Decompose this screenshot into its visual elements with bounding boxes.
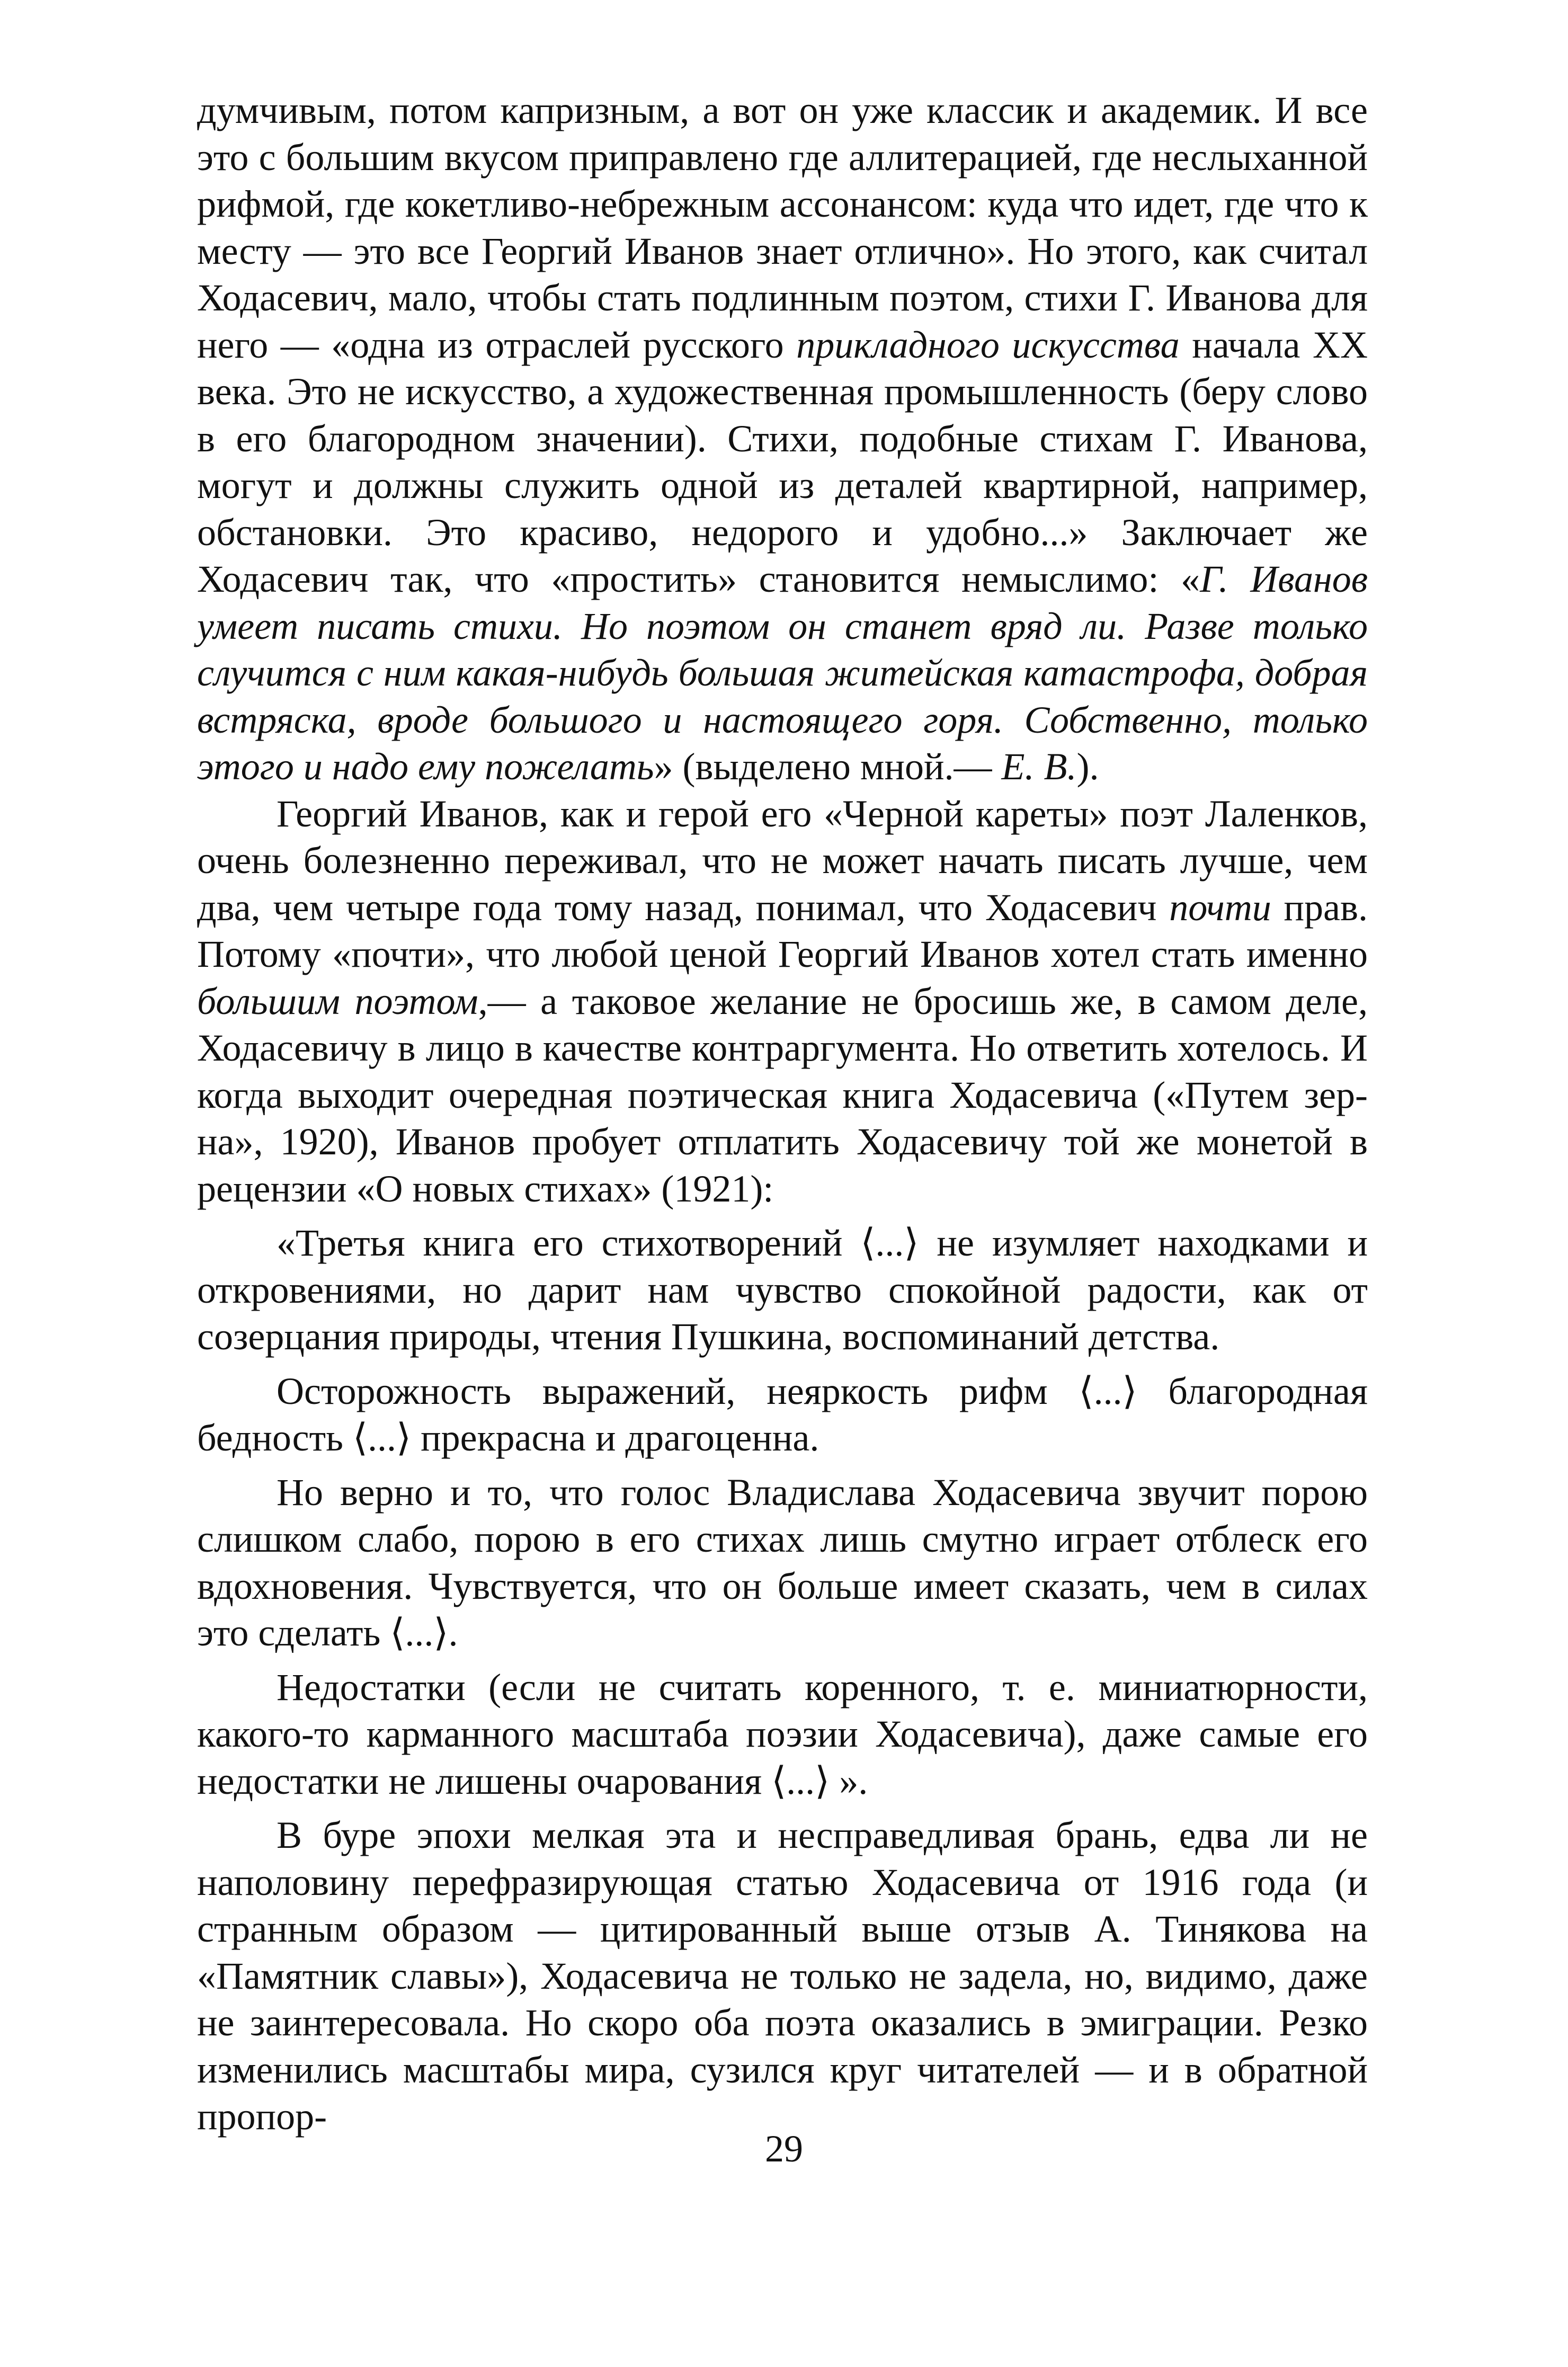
paragraph [197,790,1368,1213]
page-number: 29 [765,2128,803,2170]
text-run: Но верно и то, что голос Владислава Ходасевича звучит порою слишком слабо, порою в его стихах лишь смутно играет отблеск его вдохновения. Чувствуется, что он больше имеет сказать, чем в силах это сделать ⟨...⟩. [197,1471,1368,1654]
italic-text-run: почти [1169,886,1271,929]
quote-paragraph [197,1220,1368,1360]
text-run: В буре эпохи мелкая эта и несправедливая брань, едва ли не наполовину перефразирующая статью Ходасевича от 1916 года (и странным образом — цитированный выше отзыв А. Тинякова на «Памятник славы»), Ходасевича не только не задела, но, видимо, даже не заинтересовала. Но скоро оба поэта оказались в эмиграции. Резко изменились масштабы мира, сузился круг читателей — и в обратной пропор- [197,1814,1368,2138]
text-run: Недостатки (если не считать коренного, т. е. миниатюрности, какого-то карманного масштаба поэзии Ходасевича), даже самые его недостатки не лишены очарования ⟨...⟩ ». [197,1666,1368,1802]
text-run: Георгий Иванов, как и герой его «Черной кареты» поэт Лаленков, очень болезненно переживал, что не может начать писать лучше, чем два, чем четыре года тому назад, понимал, что Ходасевич [197,792,1368,929]
quote-paragraph [197,1368,1368,1462]
quote-paragraph [197,1664,1368,1805]
text-run: » (выделено мной.— [654,745,1002,788]
paragraph [197,87,1368,790]
text-run: начала XX века. Это не искусство, а художественная промышленность (беру слово в его благородном значении). Стихи, подобные стихам Г. Иванова, могут и должны служить одной из деталей квартирной, например, обстановки. Это красиво, недорого и удобно...» Заключает же Ходасевич так, что «простить» становится немыслимо: « [197,323,1368,600]
text-run: думчивым, потом капризным, а вот он уже классик и академик. И все это с большим вкусом приправлено где аллитерацией, где неслыханной рифмой, где кокетливо-небрежным ассонансом: куда что идет, где что к месту — это все Георгий Иванов знает отлично». Но этого, как считал Ходасевич, мало, чтобы стать подлинным поэтом, стихи Г. Иванова для него — «одна из отраслей русского [197,89,1368,366]
italic-text-run: Г. Иванов умеет писать стихи. Но поэтом он станет вряд ли. Разве только случится с ним какая-нибудь большая житейская катастрофа, добрая встряска, вроде большого и настоящего горя. Собственно, только этого и надо ему пожелать [197,558,1368,788]
text-run: «Третья книга его стихотворений ⟨...⟩ не изумляет находками и откровениями, но дарит нам чувство спокойной радости, как от созерцания природы, чтения Пушкина, воспоминаний детства. [197,1222,1368,1358]
text-run: Осторожность выражений, неяркость рифм ⟨...⟩ благородная бедность ⟨...⟩ прекрасна и драгоценна. [197,1369,1368,1459]
body-text [197,87,1368,2140]
quote-paragraph [197,1469,1368,1657]
text-run: ). [1076,745,1099,788]
italic-text-run: большим поэтом [197,980,478,1022]
italic-text-run: прикладного искусства [796,323,1180,366]
text-run: ,— а таковое желание не бросишь же, в самом деле, Ходасевичу в лицо в качестве контраргумента. Но ответить хотелось. И когда выходит очередная поэтическая книга Ходасевича («Путем зерна», 1920), Иванов пробует отплатить Ходасевичу той же монетой в рецензии «О новых стихах» (1921): [197,980,1368,1210]
text-run: прав. Потому «почти», что любой ценой Георгий Иванов хотел стать именно [197,886,1368,975]
italic-text-run: Е. В. [1001,745,1077,788]
paragraph [197,1812,1368,2140]
